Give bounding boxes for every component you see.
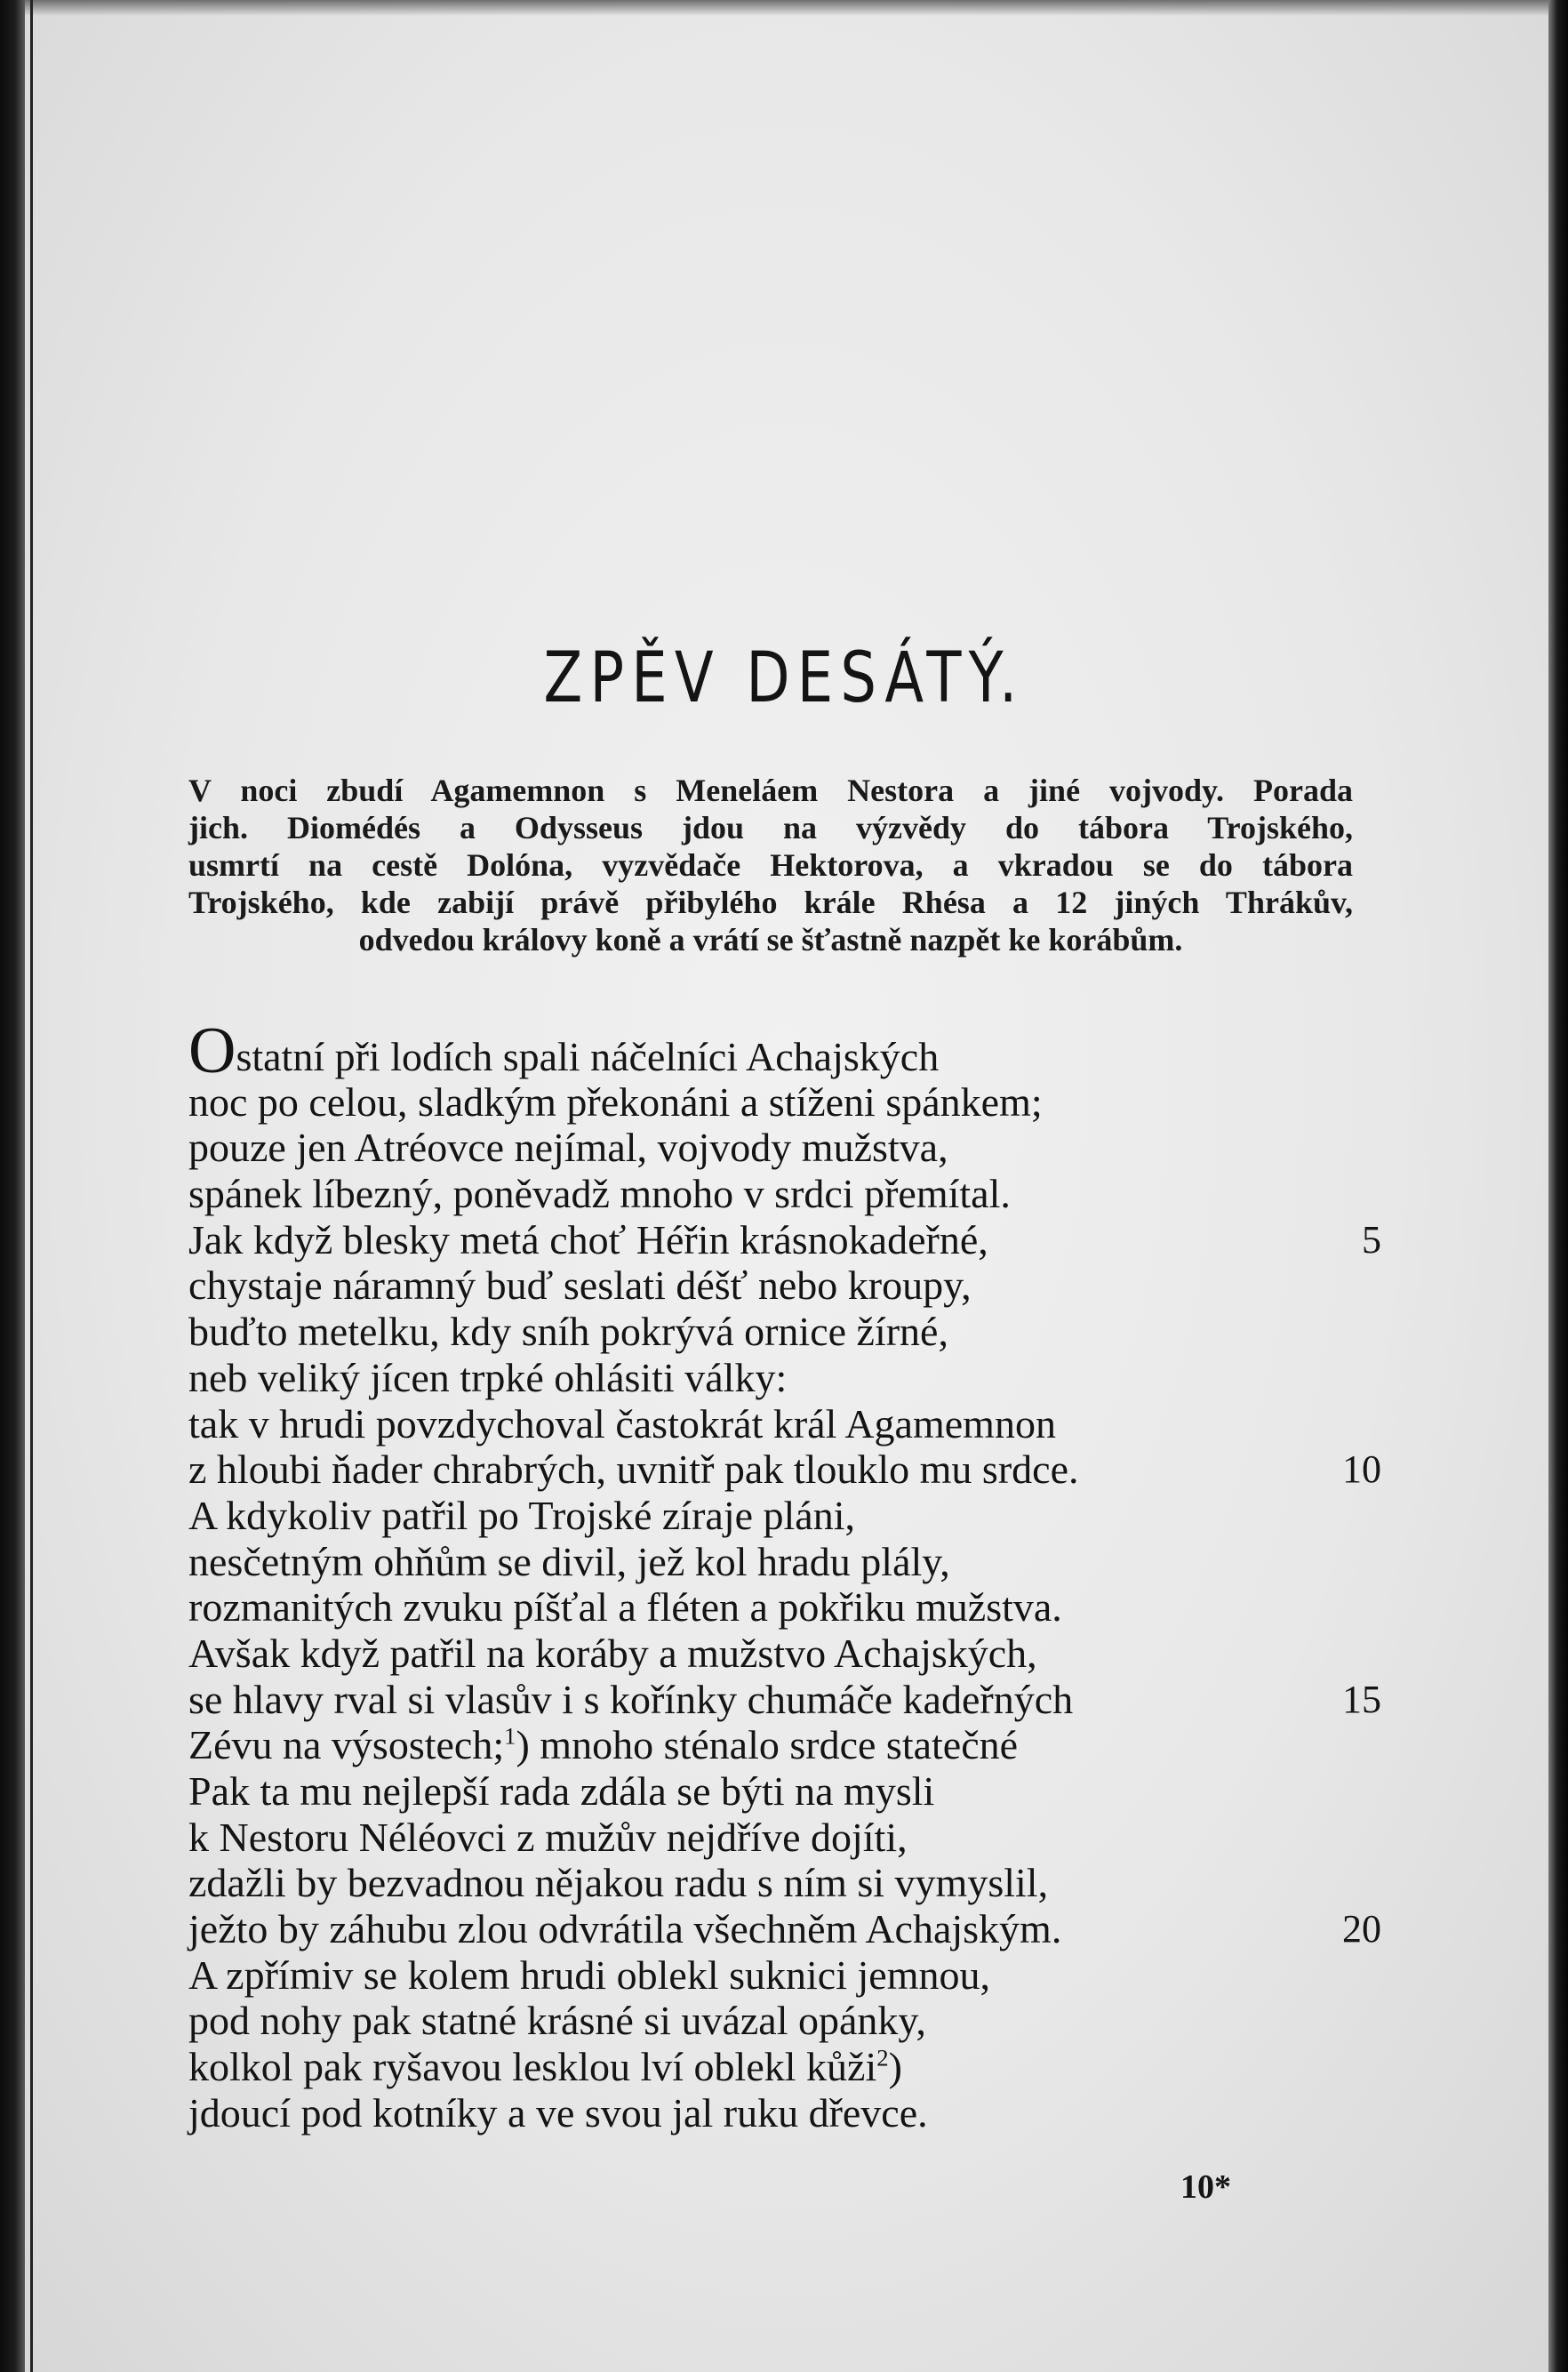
verse-text: Zévu na výsostech;	[188, 1722, 505, 1768]
verse-line-18	[188, 1815, 1371, 1861]
verse-text: buďto metelku, kdy sníh pokrývá ornice žírné,	[188, 1309, 948, 1355]
verse-text: pouze jen Atréovce nejímal, vojvody mužstva,	[188, 1125, 948, 1171]
verse-line-2	[188, 1079, 1371, 1126]
page-right-edge	[1548, 0, 1568, 2372]
verse-line-11	[188, 1493, 1371, 1539]
verse-text: kolkol pak ryšavou lesklou lví oblekl kůži	[188, 2044, 877, 2090]
verse-text: ježto by záhubu zlou odvrátila všechněm Achajským.	[188, 1906, 1062, 1952]
verse-block	[188, 1014, 1381, 2136]
verse-line-1	[188, 1014, 1371, 1087]
verse-text: zdažli by bezvadnou nějakou radu s ním si vymyslil,	[188, 1860, 1049, 1906]
chapter-title: ZPĚV DESÁTÝ.	[543, 638, 1025, 718]
verse-text: chystaje náramný buď seslati déšť nebo kroupy,	[188, 1262, 972, 1309]
line-number: 20	[1342, 1907, 1381, 1951]
summary-line: V noci zbudí Agamemnon s Meneláem Nestora a jiné vojvody. Porada	[188, 773, 1353, 808]
verse-text-continued: )	[888, 2044, 902, 2090]
verse-line-22	[188, 1998, 1371, 2044]
drop-cap: O	[188, 1014, 236, 1087]
verse-text: statní při lodích spali náčelníci Achajských	[236, 1034, 940, 1079]
verse-line-17	[188, 1768, 1371, 1815]
page-signature: 10*	[1180, 2168, 1231, 2206]
footnote-marker: 2	[876, 2044, 889, 2071]
summary-line: jich. Diomédés a Odysseus jdou na výzvědy do tábora Trojského,	[188, 810, 1353, 845]
footnote-marker: 1	[504, 1722, 516, 1750]
verse-line-10	[188, 1446, 1381, 1493]
verse-text: Avšak když patřil na koráby a mužstvo Achajských,	[188, 1630, 1037, 1676]
chapter-summary	[188, 772, 1353, 958]
verse-line-16	[188, 1722, 1371, 1768]
verse-text: A zpřímiv se kolem hrudi oblekl suknici jemnou,	[188, 1951, 990, 1998]
verse-text: se hlavy rval si vlasův i s kořínky chumáče kadeřných	[188, 1676, 1074, 1722]
verse-text: A kdykoliv patřil po Trojské zíraje pláni,	[188, 1492, 855, 1538]
verse-line-8	[188, 1355, 1371, 1401]
summary-line: odvedou královy koně a vrátí se šťastně nazpět ke korábům.	[358, 922, 1183, 958]
verse-text: jdoucí pod kotníky a ve svou jal ruku dřevce.	[188, 2089, 928, 2136]
summary-line: Trojského, kde zabijí právě přibylého krále Rhésa a 12 jiných Thrákův,	[188, 885, 1353, 920]
spine-rule	[30, 0, 33, 2372]
verse-line-19	[188, 1860, 1371, 1906]
verse-line-13	[188, 1584, 1371, 1631]
verse-line-15	[188, 1676, 1381, 1723]
verse-text: k Nestoru Néléovci z mužův nejdříve dojíti,	[188, 1814, 908, 1860]
verse-text-continued: ) mnoho sténalo srdce statečné	[516, 1722, 1019, 1768]
line-number: 10	[1342, 1447, 1381, 1492]
verse-line-23	[188, 2044, 1371, 2090]
summary-line: usmrtí na cestě Dolóna, vyzvědače Hektorova, a vkradou se do tábora	[188, 847, 1353, 883]
page-top-shadow	[0, 0, 1568, 16]
verse-text: rozmanitých zvuku píšťal a fléten a pokřiku mužstva.	[188, 1584, 1062, 1631]
verse-line-7	[188, 1309, 1371, 1355]
verse-line-3	[188, 1125, 1371, 1171]
verse-line-4	[188, 1171, 1371, 1217]
line-number: 15	[1342, 1677, 1381, 1721]
verse-text: spánek líbezný, poněvadž mnoho v srdci přemítal.	[188, 1171, 1011, 1217]
verse-line-21	[188, 1952, 1371, 1999]
verse-line-5	[188, 1216, 1381, 1263]
verse-text: pod nohy pak statné krásné si uvázal opánky,	[188, 1998, 926, 2044]
verse-text: tak v hrudi povzdychoval častokrát král Agamemnon	[188, 1400, 1056, 1446]
book-spine-edge	[0, 0, 25, 2372]
verse-text: neb veliký jícen trpké ohlásiti války:	[188, 1354, 788, 1400]
verse-line-6	[188, 1262, 1371, 1309]
verse-line-12	[188, 1539, 1371, 1585]
verse-text: z hloubi ňader chrabrých, uvnitř pak tlouklo mu srdce.	[188, 1446, 1079, 1493]
verse-line-9	[188, 1401, 1371, 1447]
verse-line-14	[188, 1631, 1371, 1677]
verse-line-20	[188, 1906, 1381, 1952]
verse-text: Pak ta mu nejlepší rada zdála se býti na mysli	[188, 1768, 935, 1814]
line-number: 5	[1362, 1217, 1381, 1262]
verse-text: Jak když blesky metá choť Héřin krásnokadeřné,	[188, 1216, 988, 1262]
verse-text: noc po celou, sladkým překonáni a stíženi spánkem;	[188, 1078, 1043, 1125]
verse-text: nesčetným ohňům se divil, jež kol hradu plály,	[188, 1538, 950, 1584]
verse-line-24	[188, 2090, 1371, 2136]
